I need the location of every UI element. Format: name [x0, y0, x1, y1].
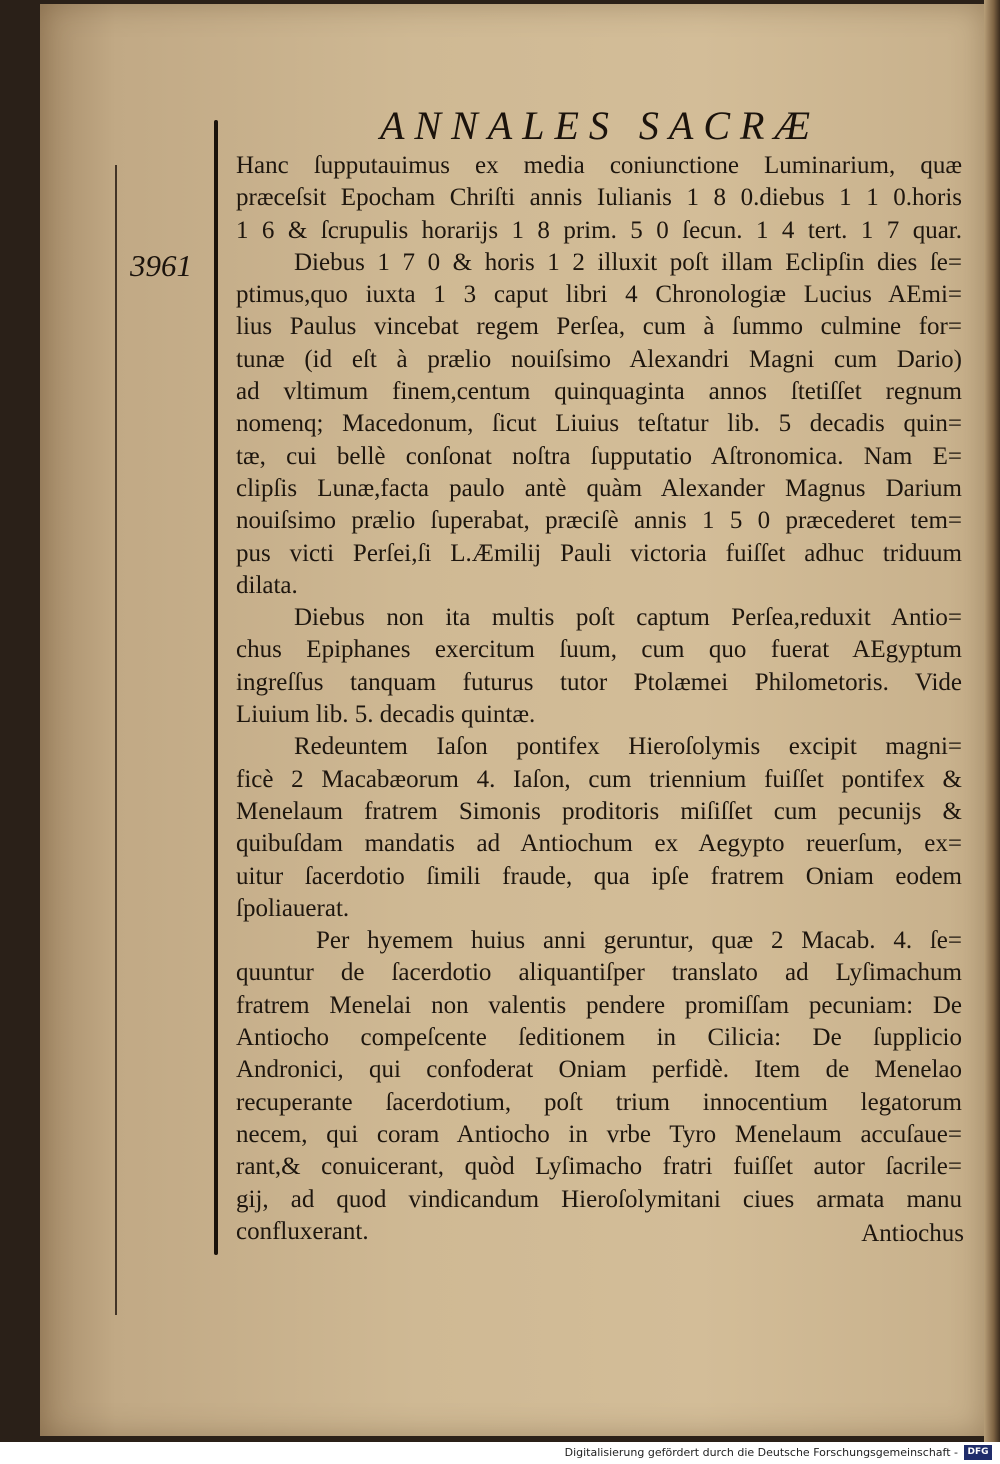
- page-edge: [984, 0, 1000, 1442]
- catchword: Antiochus: [861, 1220, 964, 1247]
- text-line: ptimus,quo iuxta 1 3 caput libri 4 Chronologiæ Lucius AEmi=: [236, 281, 962, 309]
- text-line: Menelaum fratrem Simonis proditoris miſiſſet cum pecunijs &: [236, 797, 962, 825]
- text-line: clipſis Lunæ,facta paulo antè quàm Alexander Magnus Darium: [236, 474, 962, 502]
- digitization-footer: [0, 1442, 1000, 1464]
- text-line: fratrem Menelai non valentis pendere promiſſam pecuniam: De: [236, 991, 962, 1019]
- text-line: quibuſdam mandatis ad Antiochum ex Aegypto reuerſum, ex=: [236, 830, 962, 858]
- running-head: ANNALES SACRÆ: [380, 103, 821, 148]
- text-line: quuntur de ſacerdotio aliquantiſper translato ad Lyſimachum: [236, 959, 962, 987]
- text-line: Diebus 1 7 0 & horis 1 2 illuxit poſt illam Eclipſin dies ſe=: [294, 248, 962, 276]
- text-line: nomenq; Macedonum, ſicut Liuius teſtatur lib. 5 decadis quin=: [236, 410, 962, 438]
- text-line: dilata.: [236, 571, 298, 599]
- text-line: rant,& conuicerant, quòd Lyſimacho fratri fuiſſet autor ſacrile=: [236, 1153, 962, 1181]
- text-line: Andronici, qui confoderat Oniam perfidè. Item de Menelao: [236, 1056, 962, 1084]
- text-line: recuperante ſacerdotium, poſt trium innocentium legatorum: [236, 1088, 962, 1116]
- text-line: tæ, cui bellè conſonat noſtra ſupputatio Aſtronomica. Nam E=: [236, 442, 962, 470]
- text-line: Antiocho compeſcente ſeditionem in Cilicia: De ſupplicio: [236, 1024, 962, 1052]
- text-line: pus victi Perſei,ſi L.Æmilij Pauli victoria fuiſſet adhuc triduum: [236, 539, 962, 567]
- main-text-block: [236, 150, 962, 1248]
- text-line: Per hyemem huius anni geruntur, quæ 2 Macab. 4. ſe=: [316, 927, 962, 955]
- text-line: ficè 2 Macabæorum 4. Iaſon, cum triennium fuiſſet pontifex &: [236, 765, 962, 793]
- margin-rule-outer: [115, 165, 117, 1315]
- text-line: chus Epiphanes exercitum ſuum, cum quo fuerat AEgyptum: [236, 636, 962, 664]
- dfg-logo-icon: DFG: [964, 1445, 992, 1460]
- text-line: Diebus non ita multis poſt captum Perſea,reduxit Antio=: [294, 604, 962, 632]
- text-line: lius Paulus vincebat regem Perſea, cum à ſummo culmine for=: [236, 313, 962, 341]
- text-line: ſpoliauerat.: [236, 894, 350, 922]
- margin-rule: [214, 120, 218, 1255]
- text-line: uitur ſacerdotio ſimili fraude, qua ipſe fratrem Oniam eodem: [236, 862, 962, 890]
- text-line: gij, ad quod vindicandum Hieroſolymitani ciues armata manu: [236, 1185, 962, 1213]
- text-line: ingreſſus tanquam futurus tutor Ptolæmei Philometoris. Vide: [236, 668, 962, 696]
- text-line: præceſsit Epocham Chriſti annis Iulianis 1 8 0.diebus 1 1 0.horis: [236, 184, 962, 212]
- text-line: ad vltimum finem,centum quinquaginta annos ſtetiſſet regnum: [236, 378, 962, 406]
- margin-year-note: 3961: [130, 248, 192, 283]
- text-line: confluxerant.: [236, 1217, 369, 1245]
- text-line: Redeuntem Iaſon pontifex Hieroſolymis excipit magni=: [294, 733, 962, 761]
- text-line: Hanc ſupputauimus ex media coniunctione Luminarium, quæ: [236, 152, 962, 179]
- text-line: Liuium lib. 5. decadis quintæ.: [236, 701, 536, 729]
- text-line: nouiſsimo prælio ſuperabat, præciſè annis 1 5 0 præcederet tem=: [236, 507, 962, 535]
- text-line: 1 6 & ſcrupulis horarijs 1 8 prim. 5 0 ſecun. 1 4 tert. 1 7 quar.: [236, 216, 962, 244]
- text-line: tunæ (id eſt à prælio nouiſsimo Alexandri Magni cum Dario): [236, 345, 962, 373]
- text-line: necem, qui coram Antiocho in vrbe Tyro Menelaum accuſaue=: [236, 1120, 962, 1148]
- footer-credit-text: Digitalisierung gefördert durch die Deutsche Forschungsgemeinschaft -: [564, 1446, 958, 1459]
